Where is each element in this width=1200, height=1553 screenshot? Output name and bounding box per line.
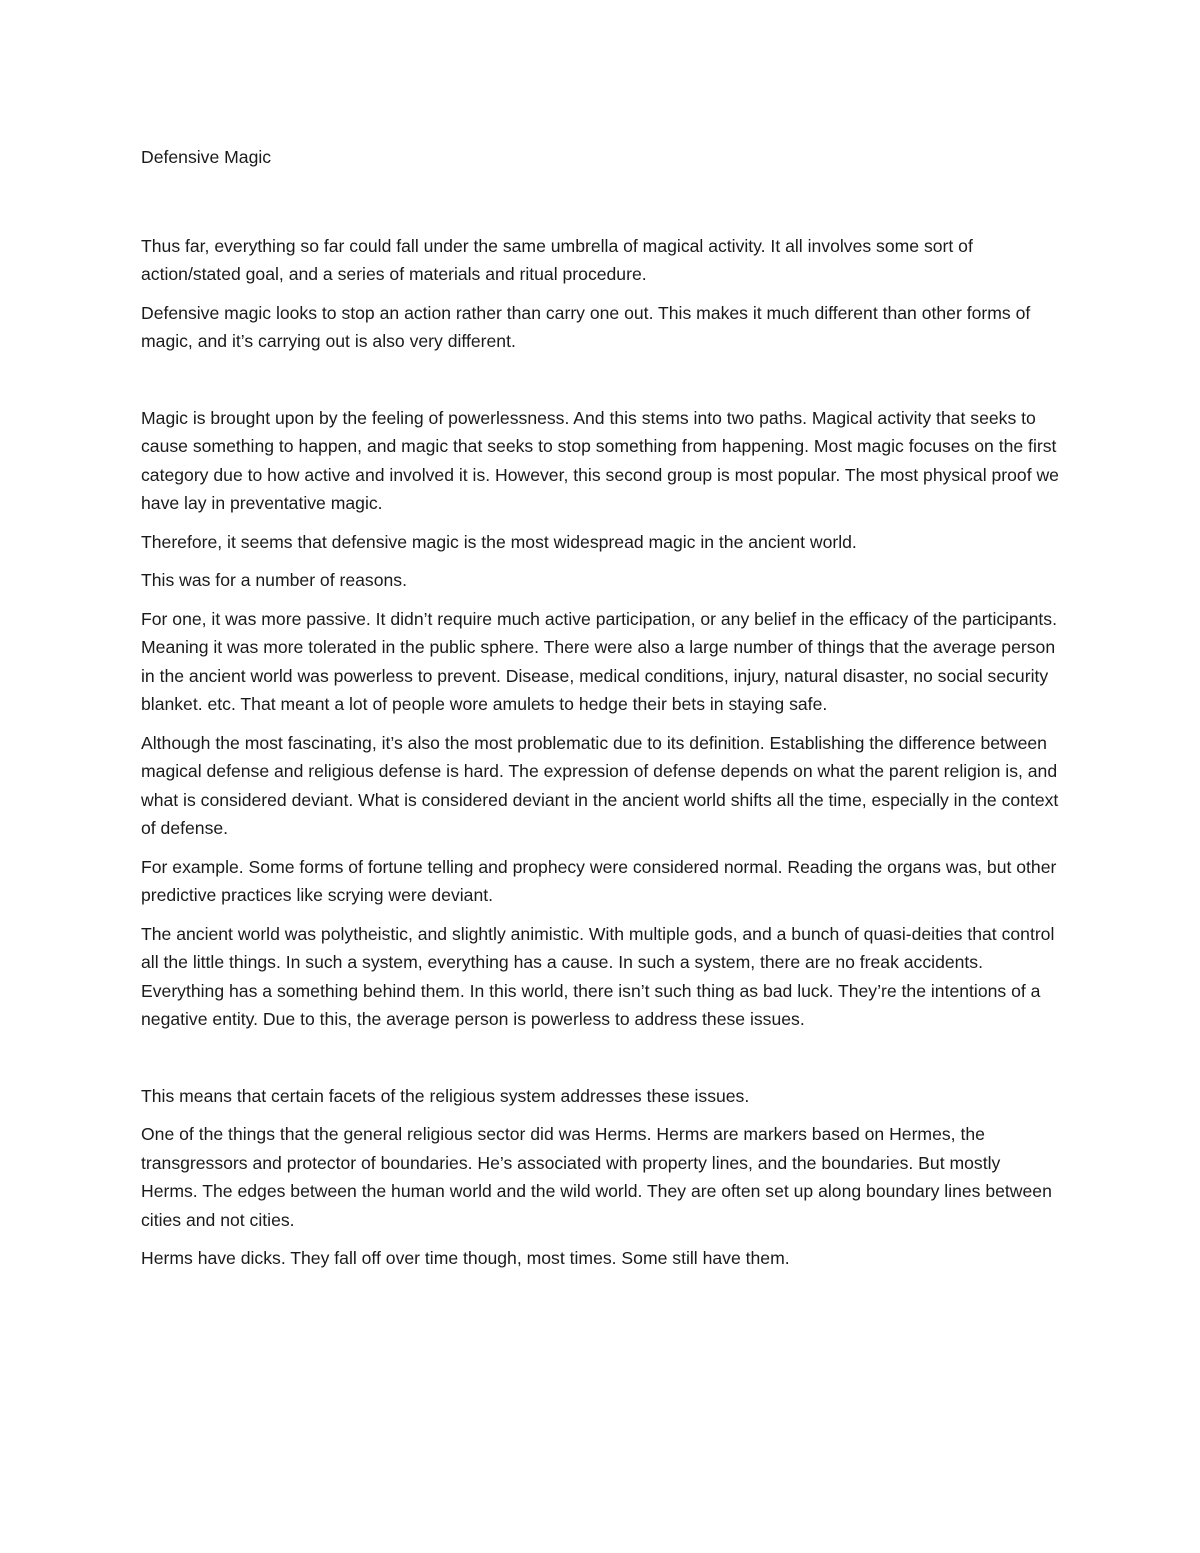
blank-line: [141, 1044, 1061, 1082]
paragraph: Herms have dicks. They fall off over time though, most times. Some still have them.: [141, 1248, 790, 1268]
blank-line: [141, 366, 1061, 404]
paragraph: One of the things that the general religious sector did was Herms. Herms are markers based on Hermes, the transgressors and protector of boundaries. He’s associated with property lines, and the boundaries. But mostly Herms. The edges between the human world and the wild world. They are often set up along boundary lines between cities and not cities.: [141, 1124, 1052, 1230]
paragraph: The ancient world was polytheistic, and slightly animistic. With multiple gods, and a bunch of quasi-deities that control all the little things. In such a system, everything has a cause. In such a system, there are no freak accidents. Everything has a something behind them. In this world, there isn’t such thing as bad luck. They’re the intentions of a negative entity. Due to this, the average person is powerless to address these issues.: [141, 923, 1055, 1029]
paragraph: Magic is brought upon by the feeling of powerlessness. And this stems into two paths. Magical activity that seeks to cause something to happen, and magic that seeks to stop something from happening. Most magic focuses on the first category due to how active and involved it is. However, this second group is most popular. The most physical proof we have lay in preventative magic.: [141, 407, 1059, 513]
paragraph: For example. Some forms of fortune telling and prophecy were considered normal. Reading the organs was, but other predictive practices like scrying were deviant.: [141, 856, 1057, 905]
title-spacer: [141, 172, 1061, 232]
paragraph: This means that certain facets of the religious system addresses these issues.: [141, 1085, 750, 1106]
paragraph: Defensive magic looks to stop an action rather than carry one out. This makes it much different than other forms of magic, and it’s carrying out is also very different.: [141, 302, 1031, 351]
paragraph: This was for a number of reasons.: [141, 570, 407, 590]
paragraph: Thus far, everything so far could fall under the same umbrella of magical activity. It all involves some sort of action/stated goal, and a series of materials and ritual procedure.: [141, 235, 973, 284]
paragraph: Therefore, it seems that defensive magic is the most widespread magic in the ancient world.: [141, 531, 857, 552]
document-body: [141, 143, 1061, 1283]
paragraph: Although the most fascinating, it’s also the most problematic due to its definition. Establishing the difference between magical defense and religious defense is hard. The expression of defense depends on what the parent religion is, and what is considered deviant. What is considered deviant in the ancient world shifts all the time, especially in the context of defense.: [141, 732, 1059, 838]
document-title: Defensive Magic: [141, 147, 272, 167]
paragraph: For one, it was more passive. It didn’t require much active participation, or any belief in the efficacy of the participants. Meaning it was more tolerated in the public sphere. There were also a large number of things that the average person in the ancient world was powerless to prevent. Disease, medical conditions, injury, natural disaster, no social security blanket. etc. That meant a lot of people wore amulets to hedge their bets in staying safe.: [141, 608, 1057, 714]
